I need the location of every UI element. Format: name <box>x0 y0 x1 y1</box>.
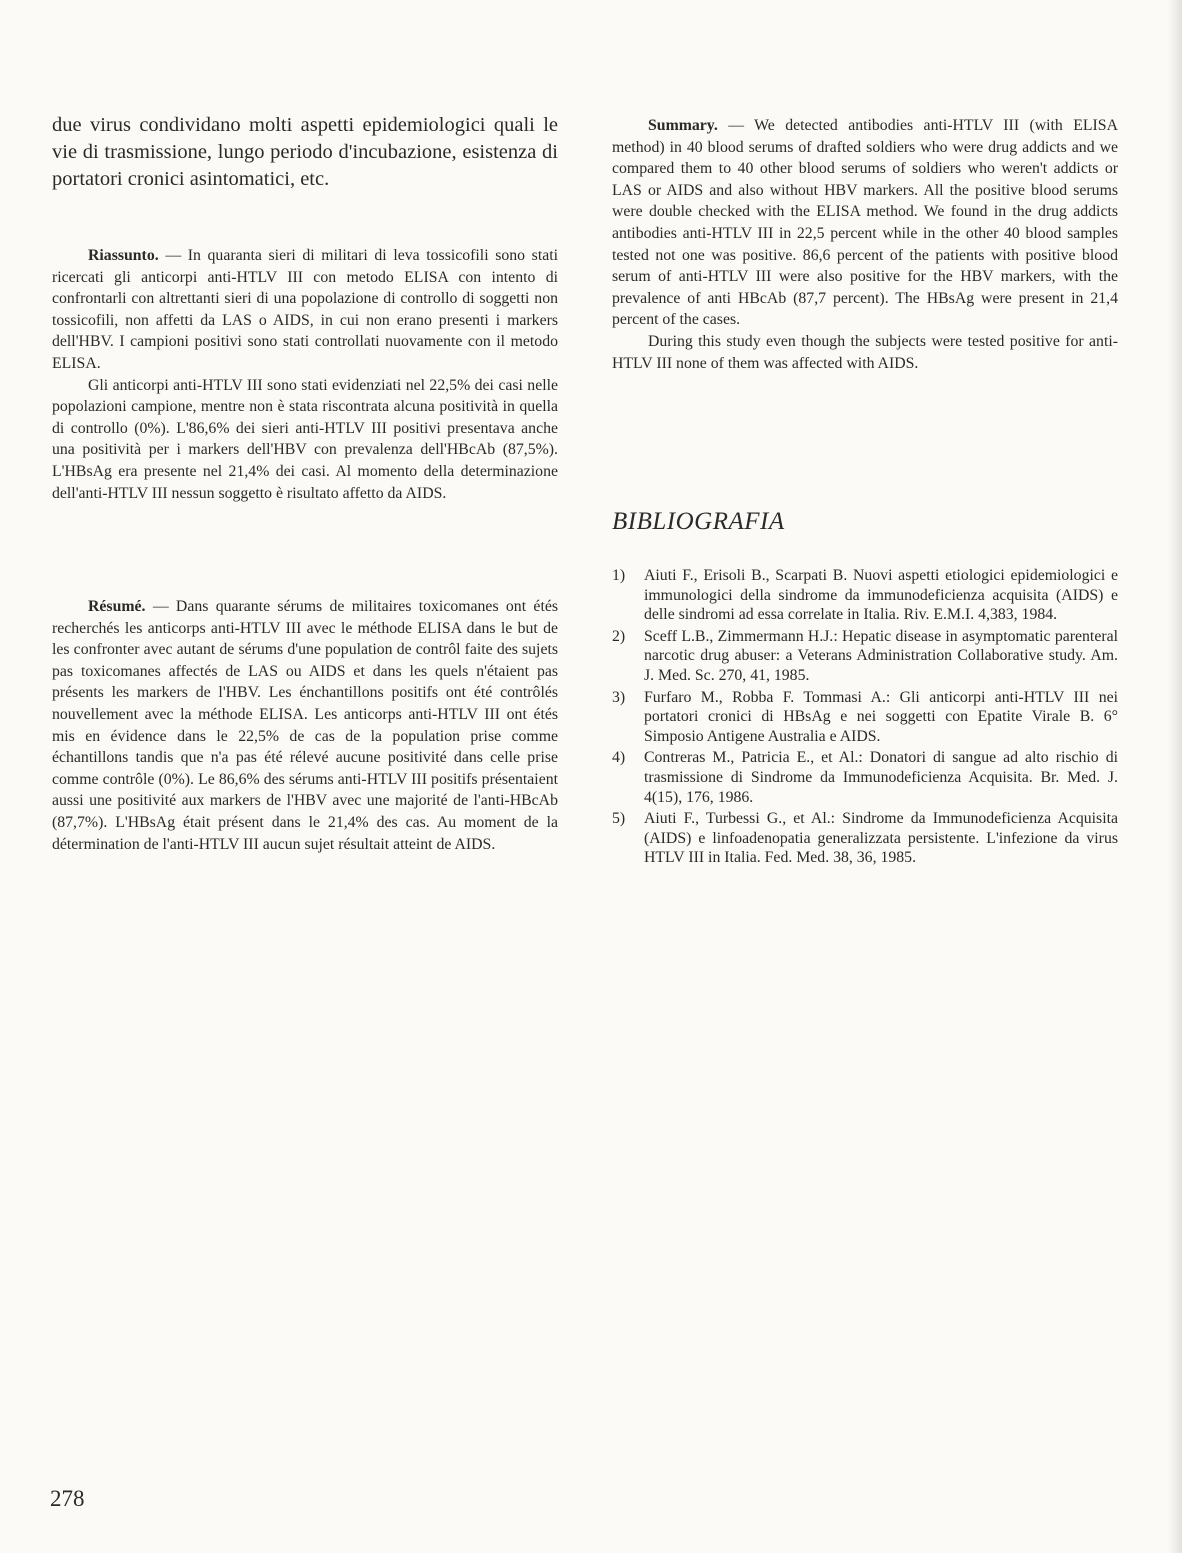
reference-item <box>612 627 1118 686</box>
reference-text: Aiuti F., Erisoli B., Scarpati B. Nuovi aspetti etiologici epidemiologici e immunologici della sindrome da immunodeficienza acquisita (AIDS) e delle sindromi ad essa correlate in Italia. Riv. E.M.I. 4,383, 1984. <box>644 567 1118 624</box>
riassunto-text-1: — In quaranta sieri di militari di leva tossicofili sono stati ricercati gli anticorpi anti-HTLV III con metodo ELISA con intento di confrontarli con altrettanti sieri di una popolazione di controllo di soggetti non tossicofili, non affetti da LAS o AIDS, in cui non erano presenti i markers dell'HBV. I campioni positivi sono stati controllati nuovamente con il metodo ELISA. <box>52 247 559 372</box>
reference-number: 1) <box>612 567 626 584</box>
reference-item <box>612 809 1118 868</box>
resume-paragraph <box>52 596 558 855</box>
resume-heading: Résumé. <box>88 598 146 615</box>
reference-text: Aiuti F., Turbessi G., et Al.: Sindrome da Immunodeficienza Acquisita (AIDS) e linfoadenopatia generalizzata persistente. L'infezione da virus HTLV III in Italia. Fed. Med. 38, 36, 1985. <box>644 810 1118 867</box>
page-number: 278 <box>50 1486 85 1511</box>
riassunto-paragraph-2: Gli anticorpi anti-HTLV III sono stati evidenziati nel 22,5% dei casi nelle popolazioni campione, mentre non è stata riscontrata alcuna positività in quella di controllo (0%). L'86,6% dei sieri anti-HTLV III positivi presentava anche una positività per i markers dell'HBV con prevalenza dell'HBcAb (87,5%). L'HBsAg era presente nel 21,4% dei casi. Al momento della determinazione dell'anti-HTLV III nessun soggetto è risultato affetto da AIDS. <box>52 376 558 502</box>
reference-text: Furfaro M., Robba F. Tommasi A.: Gli anticorpi anti-HTLV III nei portatori cronici di HBsAg e nei soggetti con Epatite Virale B. 6° Simposio Antigene Australia e AIDS. <box>644 688 1118 745</box>
summary-text-1: — We detected antibodies anti-HTLV III (with ELISA method) in 40 blood serums of drafted soldiers who were drug addicts and we compared them to 40 other blood serums of soldiers who weren't addicts or LAS or AIDS and also without HBV markers. All the positive blood serums were double checked with the ELISA method. We found in the drug addicts antibodies anti-HTLV III in 22,5 percent while in the other 40 blood samples tested not one was positive. 86,6 percent of the patients with positive blood serum of anti-HTLV III were also positive for the HBV markers, with the prevalence of anti HBcAb (87,7 percent). The HBsAg were present in 21,4 percent of the cases. <box>612 117 1118 329</box>
summary-section <box>612 115 1118 374</box>
resume-text: — Dans quarante sérums de militaires toxicomanes ont étés recherchés les anticorps anti-HTLV III avec le méthode ELISA dans le but de les confronter avec autant de sérums d'une population de contrôl faite des sujets pas toxicomanes affectés de LAS ou AIDS et dans les quels n'étaient pas présents les markers de l'HBV. Les énchantillons positifs ont été contrôlés nouvellement avec la méthode ELISA. Les anticorps anti-HTLV III ont étés mis en évidence dans le 22,5% de cas de la population prise comme échantillons tandis que n'a pas été rélevé aucune positivité dans celle prise comme contrôle (0%). Le 86,6% des sérums anti-HTLV III positifs présentaient aussi une positivité aux markers de l'HBV avec une majorité de l'anti-HBcAb (87,7%). L'HBsAg était présent dans le 21,4% des cas. Au moment de la détermination de l'anti-HTLV III aucun sujet résultait atteint de AIDS. <box>52 598 558 853</box>
reference-item <box>612 566 1118 625</box>
summary-paragraph-1 <box>612 115 1118 331</box>
reference-item <box>612 688 1118 747</box>
reference-number: 2) <box>612 627 626 645</box>
reference-item <box>612 748 1118 807</box>
riassunto-paragraph-1 <box>52 245 558 375</box>
reference-text: Sceff L.B., Zimmermann H.J.: Hepatic disease in asymptomatic parenteral narcotic drug abuser: a Veterans Administration Collaborative study. Am. J. Med. Sc. 270, 41, 1985. <box>644 627 1118 684</box>
resume-section <box>52 596 558 855</box>
reference-number: 4) <box>612 749 626 767</box>
reference-text: Contreras M., Patricia E., et Al.: Donatori di sangue ad alto rischio di trasmissione di Sindrome da Immunodeficienza Acquisita. Br. Med. J. 4(15), 176, 1986. <box>644 749 1118 806</box>
riassunto-section <box>52 245 558 504</box>
bibliography-title: BIBLIOGRAFIA <box>612 508 785 535</box>
reference-number: 5) <box>612 810 626 828</box>
riassunto-heading: Riassunto. <box>88 247 159 264</box>
page-edge-shadow <box>1168 0 1182 1553</box>
reference-number: 3) <box>612 688 626 706</box>
summary-paragraph-2: During this study even though the subjects were tested positive for anti-HTLV III none of them was affected with AIDS. <box>612 332 1118 372</box>
intro-paragraph: due virus condividano molti aspetti epidemiologici quali le vie di trasmissione, lungo periodo d'incubazione, esistenza di portatori cronici asintomatici, etc. <box>52 114 558 190</box>
bibliography-list <box>612 566 1118 870</box>
summary-heading: Summary. <box>648 117 718 134</box>
